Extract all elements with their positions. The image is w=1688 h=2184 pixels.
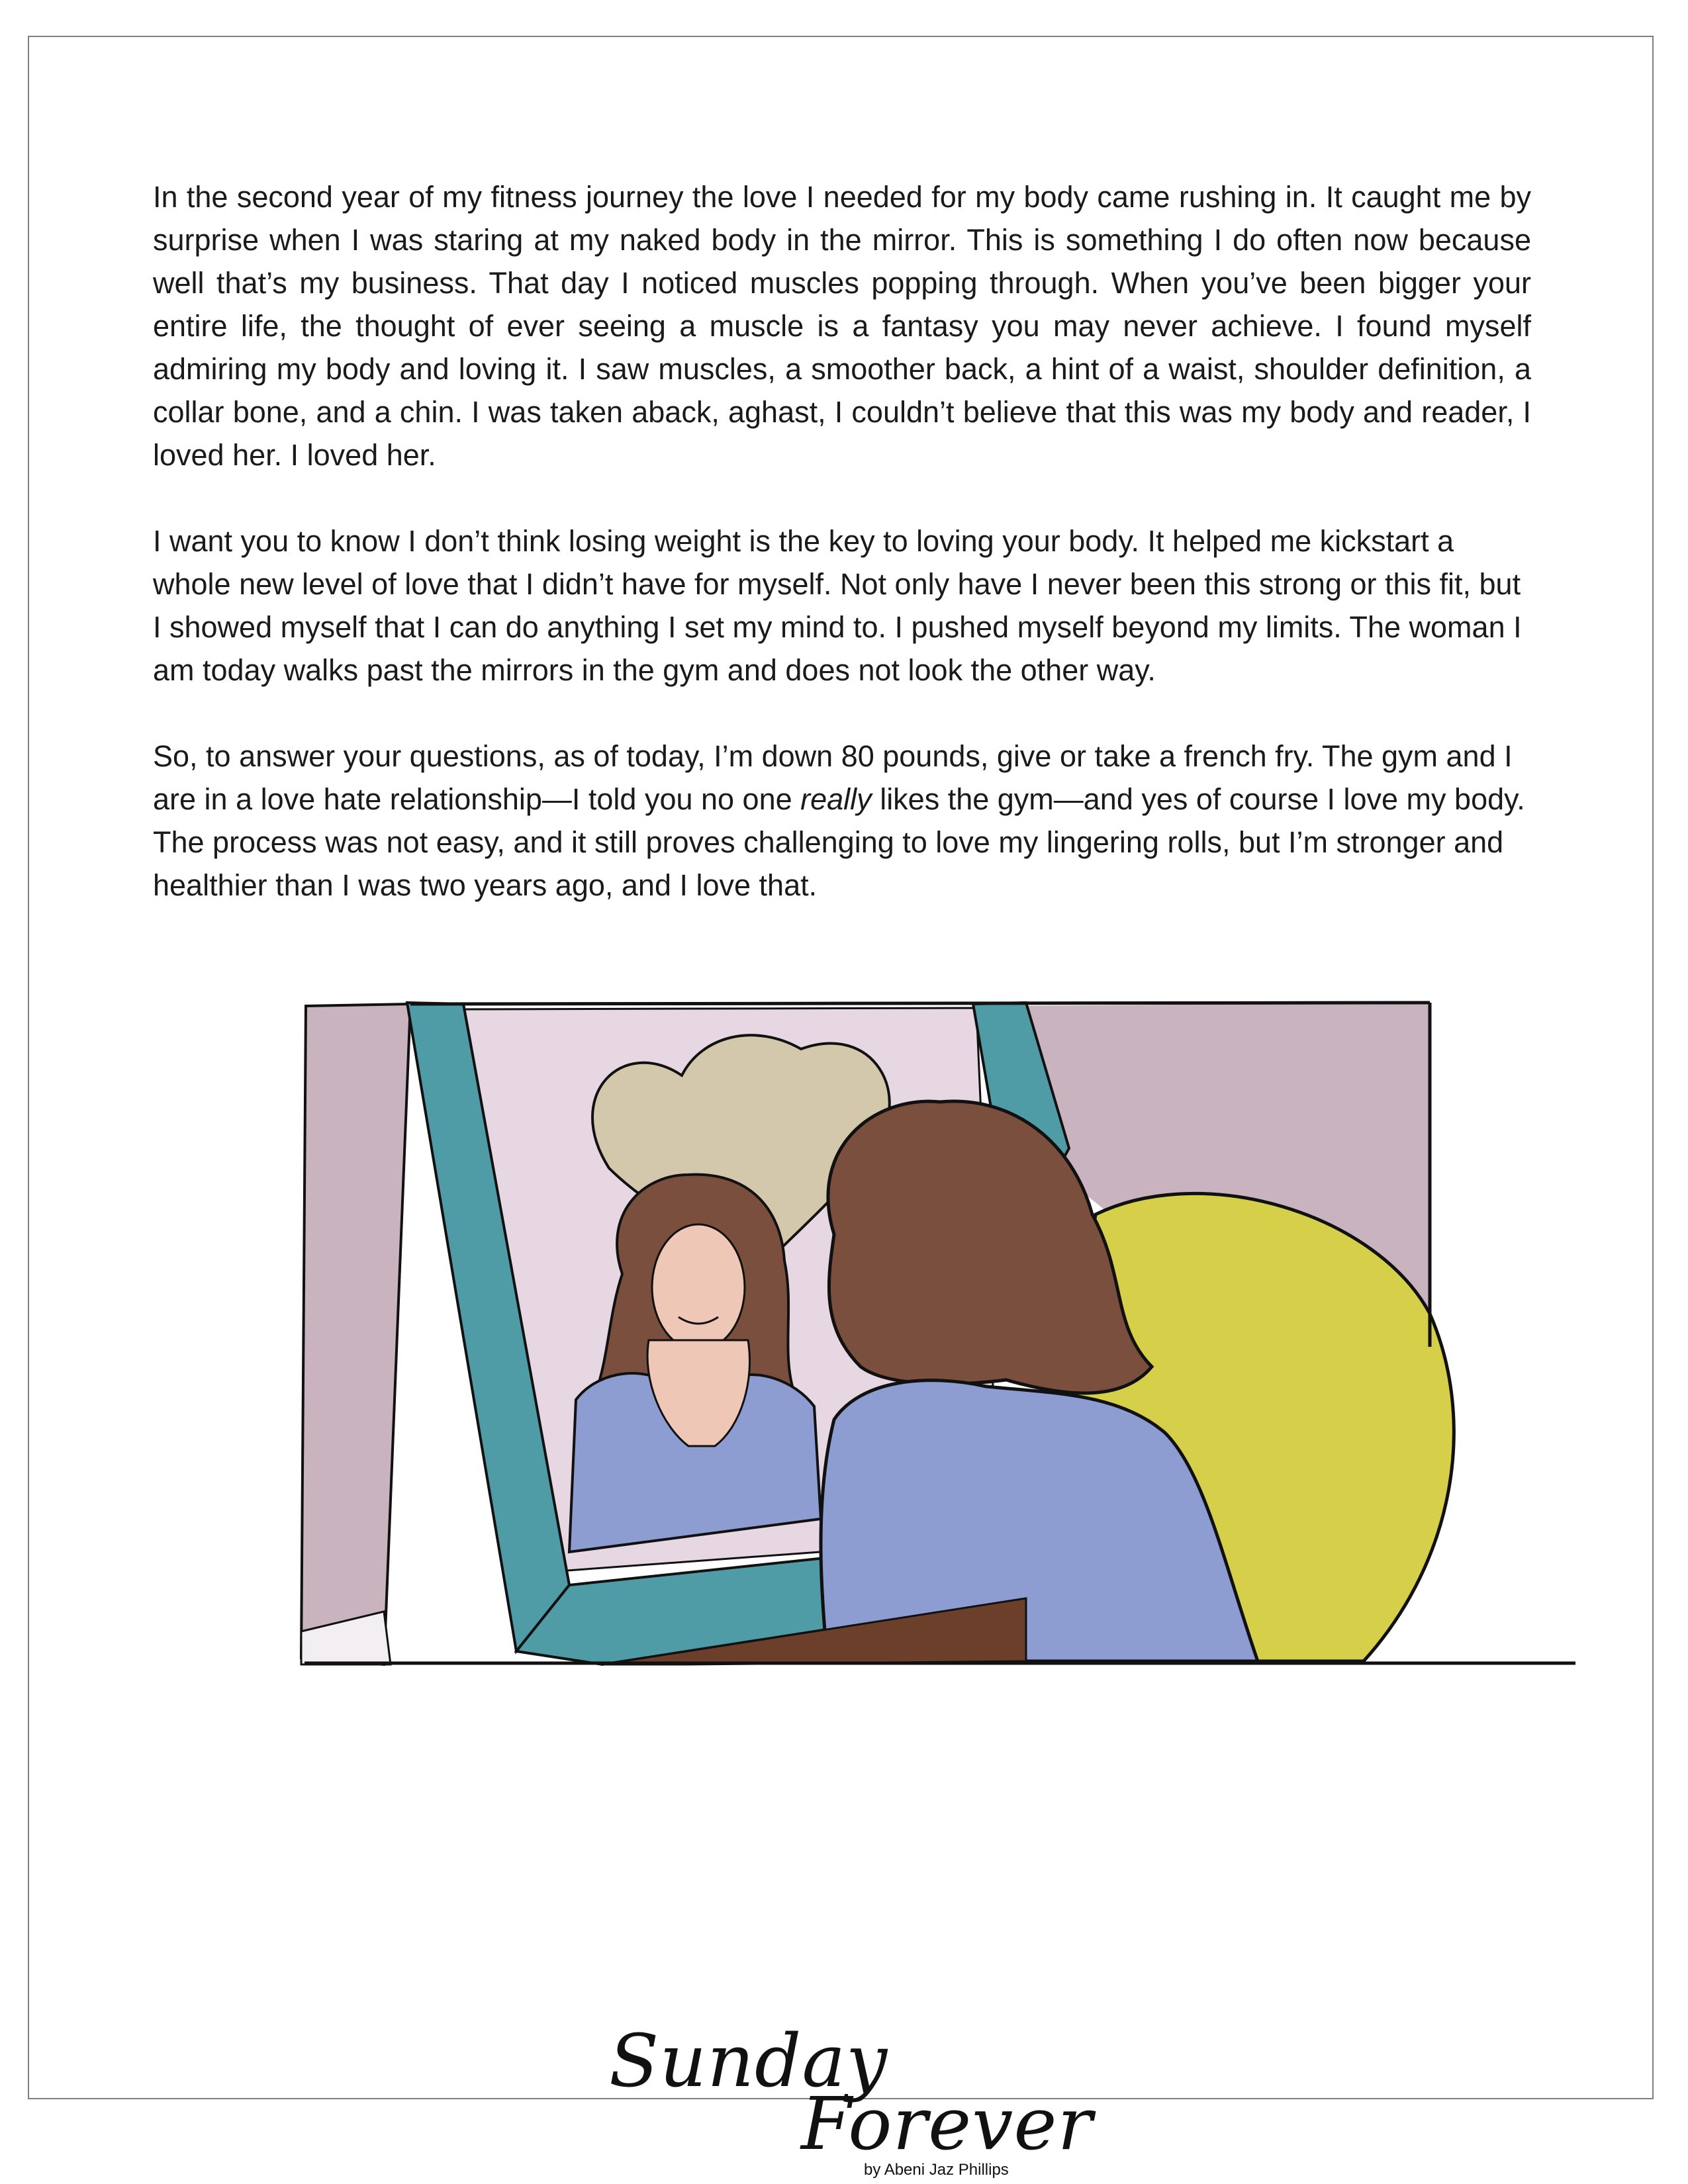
paragraph-3-start: So, to answer your questions, as of today, I’m down 80 pounds, give or take a french fry. The gym and I are in a love hate relationship—I told you no one xyxy=(153,739,1513,816)
logo-line-2: Forever xyxy=(801,2081,1094,2166)
panel-top-line xyxy=(410,1003,1430,1004)
paragraph-1: In the second year of my fitness journey the love I needed for my body came rushing in. It caught me by surprise when I was staring at my naked body in the mirror. This is something I do often now because well that’s my business. That day I noticed muscles popping through. When you’ve been bigger your entire life, the thought of ever seeing a muscle is a fantasy you may never achieve. I found myself admiring my body and loving it. I saw muscles, a smoother back, a hint of a waist, shoulder definition, a collar bone, and a chin. I was taken aback, aghast, I couldn’t believe that this was my body and reader, I loved her. I loved her. xyxy=(153,180,1531,472)
article-body xyxy=(153,175,1531,950)
logo-byline: by Abeni Jaz Phillips xyxy=(864,2161,1009,2179)
paragraph-3-end: likes the gym—and yes of course I love my body. The process was not easy, and it still proves challenging to love my lingering rolls, but I’m stronger and healthier than I was two years ago, and I love that. xyxy=(153,782,1525,902)
logo-line-1: Sunday xyxy=(609,2019,888,2103)
paragraph-2: I want you to know I don’t think losing weight is the key to loving your body. It helped me kickstart a whole new level of love that I didn’t have for myself. Not only have I never been this strong or this fit, but I showed myself that I can do anything I set my mind to. I pushed myself beyond my limits. The woman I am today walks past the mirrors in the gym and does not look the other way. xyxy=(153,524,1522,687)
emphasis-really: really xyxy=(800,782,872,816)
sunday-forever-logo xyxy=(609,2019,1094,2179)
mirror-illustration xyxy=(291,996,1582,1674)
reflection-face xyxy=(652,1224,745,1350)
wall-left xyxy=(301,1004,410,1664)
paragraph-3 xyxy=(153,735,1531,907)
